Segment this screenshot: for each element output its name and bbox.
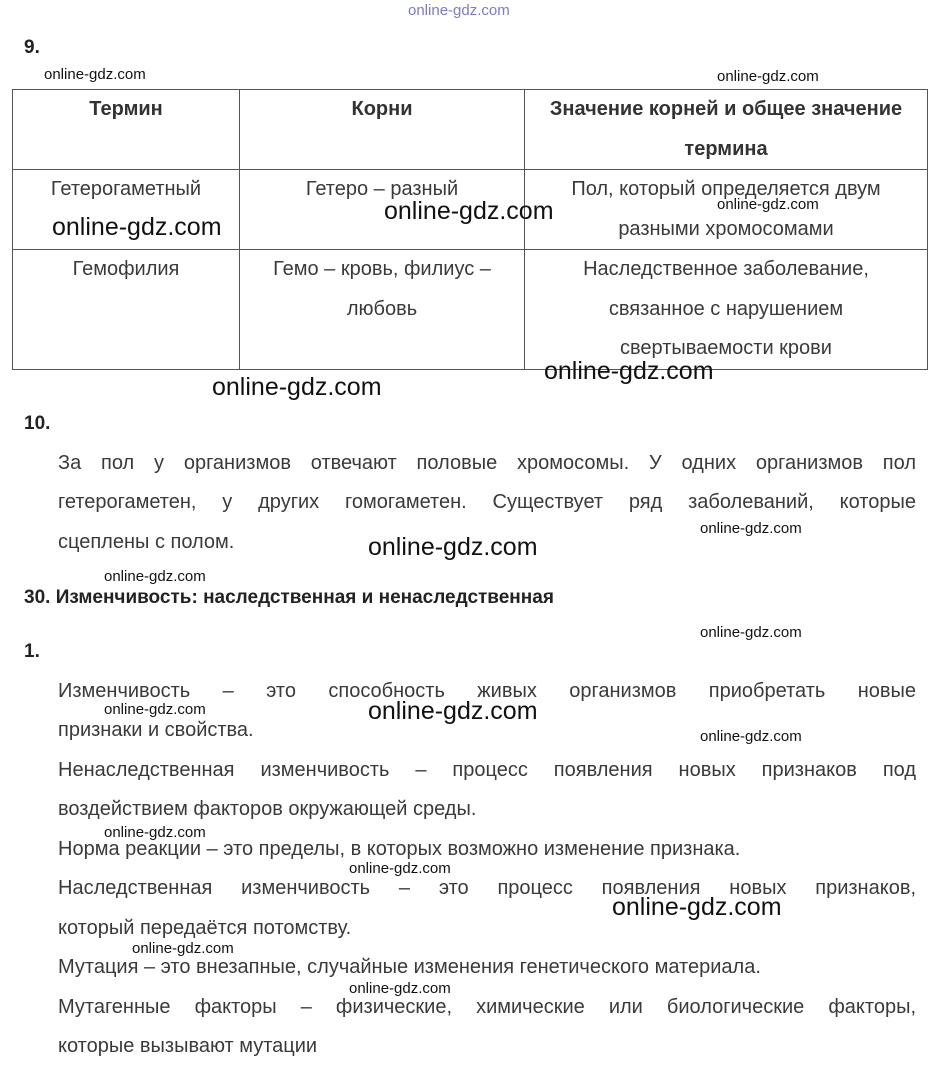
watermark-top: online-gdz.com xyxy=(408,2,510,19)
watermark-large: online-gdz.com xyxy=(384,197,554,225)
watermark: online-gdz.com xyxy=(700,520,802,537)
task-9-number: 9. xyxy=(24,37,40,58)
table-cell: Гетеро – разный xyxy=(240,170,525,250)
watermark: online-gdz.com xyxy=(104,701,206,718)
task-1-line: который передаётся потомству. xyxy=(58,917,352,939)
watermark: online-gdz.com xyxy=(700,728,802,745)
task-1-number: 1. xyxy=(24,641,40,662)
header-meaning: Значение корней и общее значение термина xyxy=(525,90,928,170)
table-cell: Гемо – кровь, филиус – любовь xyxy=(240,250,525,370)
watermark: online-gdz.com xyxy=(104,824,206,841)
header-roots: Корни xyxy=(240,90,525,170)
task-1-line: Норма реакции – это пределы, в которых возможно изменение признака. xyxy=(58,838,741,860)
watermark: online-gdz.com xyxy=(717,68,819,85)
task-1-line: Мутация – это внезапные, случайные изменения генетического материала. xyxy=(58,956,761,978)
watermark: online-gdz.com xyxy=(349,980,451,997)
task-1-line: воздействием факторов окружающей среды. xyxy=(58,798,477,820)
table-header-row xyxy=(13,90,928,170)
table-cell: Гетерогаметный xyxy=(13,170,240,250)
watermark: online-gdz.com xyxy=(104,568,206,585)
watermark-large: online-gdz.com xyxy=(368,697,538,725)
task-1-line: Мутагенные факторы – физические, химические или биологические факторы, xyxy=(58,996,916,1018)
watermark: online-gdz.com xyxy=(700,624,802,641)
watermark: online-gdz.com xyxy=(349,860,451,877)
watermark-large: online-gdz.com xyxy=(612,893,782,921)
table-cell: Гемофилия xyxy=(13,250,240,370)
section-30-title: 30. Изменчивость: наследственная и ненаследственная xyxy=(24,587,554,608)
task-1-line: Наследственная изменчивость – это процесс появления новых признаков, xyxy=(58,877,916,899)
task-10-number: 10. xyxy=(24,413,51,434)
header-term: Термин xyxy=(13,90,240,170)
table-cell: Наследственное заболевание, связанное с нарушением свертываемости крови xyxy=(525,250,928,370)
watermark-large: online-gdz.com xyxy=(368,533,538,561)
watermark-large: online-gdz.com xyxy=(544,357,714,385)
task-10-line: За пол у организмов отвечают половые хромосомы. У одних организмов пол xyxy=(58,452,916,474)
watermark-large: online-gdz.com xyxy=(52,213,222,241)
watermark: online-gdz.com xyxy=(44,66,146,83)
watermark: online-gdz.com xyxy=(132,940,234,957)
watermark: online-gdz.com xyxy=(717,196,819,213)
task-10-line: гетерогаметен, у других гомогаметен. Существует ряд заболеваний, которые xyxy=(58,491,916,513)
task-1-line: Ненаследственная изменчивость – процесс появления новых признаков под xyxy=(58,759,916,781)
task-1-line: Изменчивость – это способность живых организмов приобретать новые xyxy=(58,680,916,702)
table-row xyxy=(13,250,928,370)
task-1-line: признаки и свойства. xyxy=(58,719,254,741)
task-10-line: сцеплены с полом. xyxy=(58,531,235,553)
watermark-large: online-gdz.com xyxy=(212,373,382,401)
table-cell: Пол, который определяется двум разными хромосомами xyxy=(525,170,928,250)
task-1-line: которые вызывают мутации xyxy=(58,1035,318,1057)
